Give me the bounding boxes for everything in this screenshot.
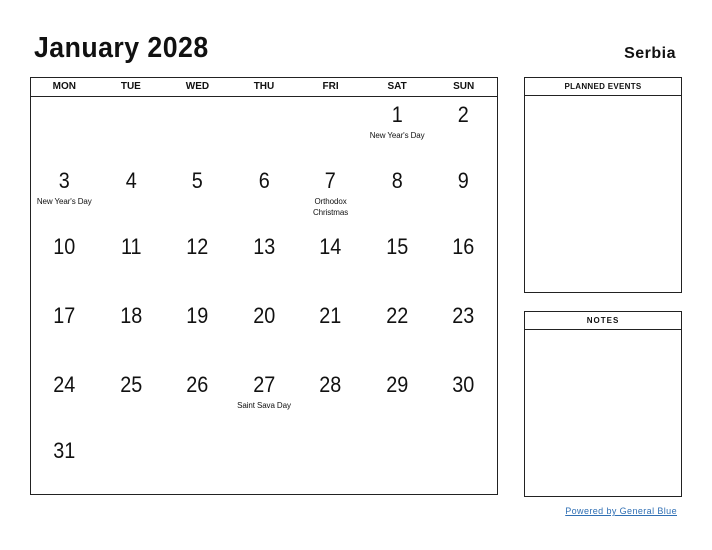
weekday-fri: FRI [322,81,339,92]
weekday-thu: THU [253,81,275,92]
weekday-sat: SAT [387,81,407,92]
day-cell [364,433,431,499]
day-number: 22 [386,303,409,328]
day-number: 15 [386,234,409,259]
day-cell [297,433,364,499]
day-number: 8 [391,168,403,193]
day-number: 6 [258,168,270,193]
day-cell [164,367,231,433]
weekday-header-row [31,78,497,97]
planned-events-header: PLANNED EVENTS [525,78,681,96]
day-cell [430,367,497,433]
day-number: 31 [53,438,76,463]
day-cell [364,298,431,367]
weekday-tue: TUE [120,81,141,92]
day-cell [31,298,98,367]
day-cell [364,163,431,229]
day-cell [31,433,98,499]
day-number: 18 [119,303,142,328]
day-cell [98,367,165,433]
day-number: 16 [452,234,475,259]
day-number: 30 [452,372,475,397]
day-cell [98,433,165,499]
day-cell [364,229,431,298]
day-number: 21 [319,303,342,328]
day-cell [231,229,298,298]
day-number: 28 [319,372,342,397]
day-cell [297,163,364,229]
day-cell [364,367,431,433]
day-cell [164,97,231,163]
day-number: 7 [325,168,337,193]
day-cell [297,97,364,163]
weekday-wed: WED [185,81,210,92]
day-number: 1 [391,102,403,127]
day-cell [31,163,98,229]
day-cell [164,163,231,229]
day-number: 12 [186,234,209,259]
day-number: 25 [119,372,142,397]
country-label: Serbia [624,45,676,62]
day-number: 11 [120,234,142,259]
weekday-sun: SUN [453,81,475,92]
day-cell [297,298,364,367]
day-cell [231,163,298,229]
day-cell [430,298,497,367]
day-cell [164,298,231,367]
day-cell [430,163,497,229]
day-cell [98,229,165,298]
day-cell [297,229,364,298]
powered-by-link[interactable]: Powered by General Blue [565,506,677,516]
day-cell [98,97,165,163]
day-number: 9 [458,168,470,193]
holiday-label: New Year's Day [369,131,425,140]
day-number: 2 [458,102,470,127]
day-number: 14 [319,234,342,259]
page-title: January 2028 [34,32,209,64]
day-cell [164,433,231,499]
day-number: 17 [53,303,76,328]
day-cell [430,229,497,298]
day-cell [31,229,98,298]
calendar-grid [30,77,498,495]
holiday-label: Orthodox Christmas [313,197,349,217]
day-number: 20 [252,303,276,328]
day-cell [297,367,364,433]
day-number: 24 [53,372,76,397]
day-number: 26 [186,372,209,397]
day-number: 4 [125,168,137,193]
day-number: 13 [252,234,276,259]
day-cell [430,97,497,163]
day-cell [98,298,165,367]
day-number: 19 [186,303,209,328]
day-number: 3 [58,168,70,193]
day-number: 5 [191,168,203,193]
day-cell [98,163,165,229]
day-cell [231,433,298,499]
planned-events-panel [524,77,682,293]
day-cell [31,97,98,163]
day-cell [31,367,98,433]
day-cell [231,298,298,367]
day-number: 10 [53,234,76,259]
notes-panel [524,311,682,497]
day-cell [231,367,298,433]
notes-header: NOTES [525,312,681,330]
day-cell [164,229,231,298]
day-number: 23 [452,303,475,328]
day-cell [430,433,497,499]
holiday-label: New Year's Day [36,197,92,206]
calendar-weeks [31,97,497,499]
holiday-label: Saint Sava Day [237,401,291,410]
day-number: 29 [386,372,409,397]
day-cell [231,97,298,163]
weekday-mon: MON [52,81,76,92]
day-cell [364,97,431,163]
day-number: 27 [252,372,276,397]
